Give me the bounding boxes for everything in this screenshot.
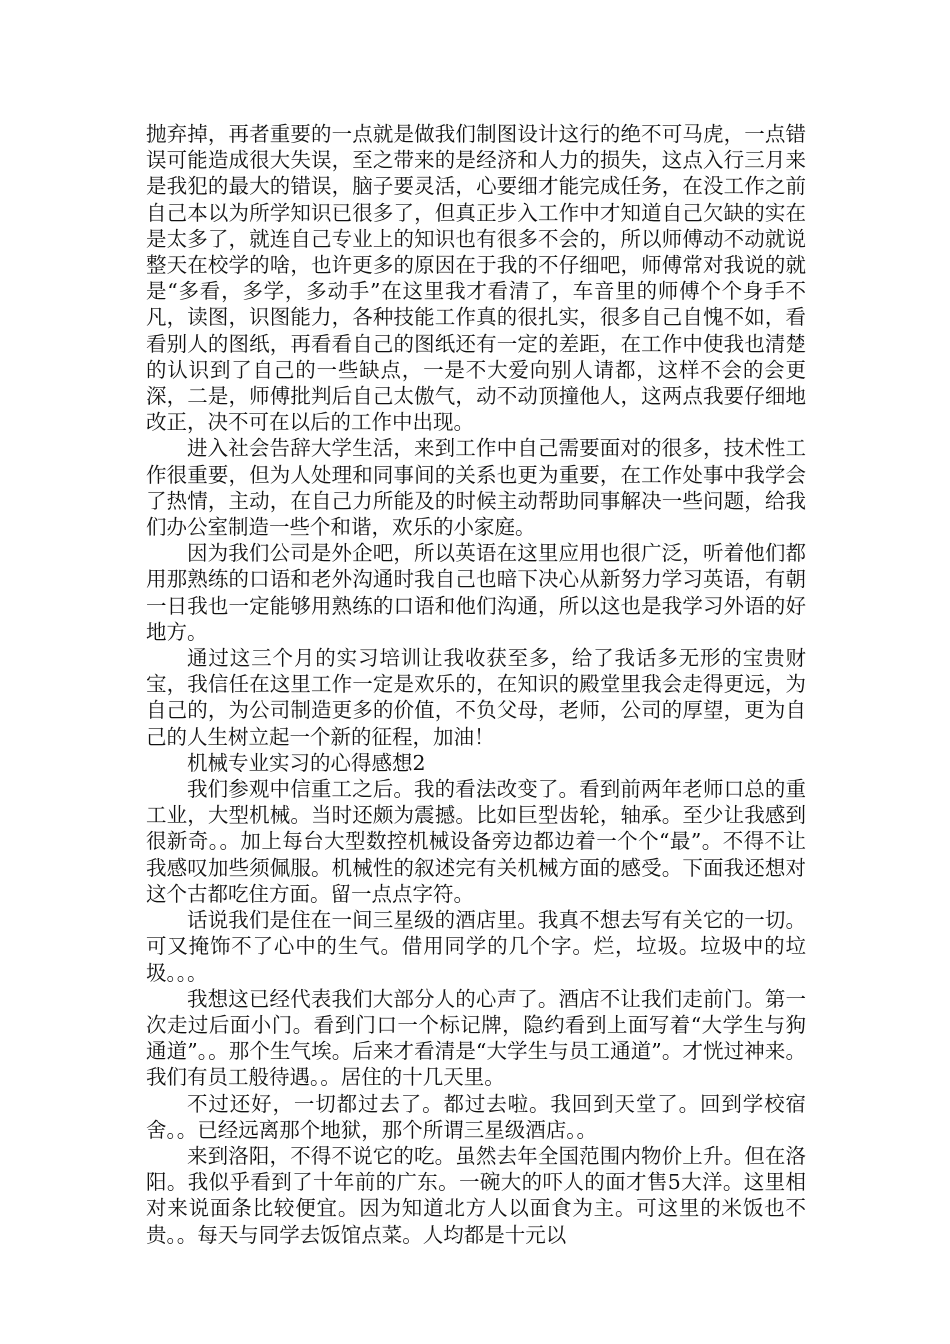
section-heading: 机械专业实习的心得感想2 <box>187 750 426 775</box>
paragraph-door: 我想这已经代表我们大部分人的心声了。酒店不让我们走前门。第一次走过后面小门。看到门口一个标记牌，隐约看到上面写着“大学生与狗通道”。。那个生气埃。后来才看清是“大学生与员工通道”。才恍过神来。我们有员工般待遇。。居住的十几天里。 <box>146 986 806 1090</box>
paragraph-hotel: 话说我们是住在一间三星级的酒店里。我真不想去写有关它的一切。可又掩饰不了心中的生气。借用同学的几个字。烂，垃圾。垃圾中的垃圾。。。 <box>146 908 806 985</box>
paragraph-visit: 我们参观中信重工之后。我的看法改变了。看到前两年老师口总的重工业，大型机械。当时还颇为震撼。比如巨型齿轮，轴承。至少让我感到很新奇。。加上每台大型数控机械设备旁边都边着一个个“最”。不得不让我感叹加些须佩服。机械性的叙述完有关机械方面的感受。下面我还想对这个古都吃住方面。留一点点字符。 <box>146 777 806 906</box>
paragraph-return: 不过还好，一切都过去了。都过去啦。我回到天堂了。回到学校宿舍。。已经远离那个地狱，那个所谓三星级酒店。。 <box>146 1091 806 1142</box>
paragraph-conclusion: 通过这三个月的实习培训让我收获至多，给了我话多无形的宝贵财宝，我信任在这里工作一定是欢乐的，在知识的殿堂里我会走得更远，为自己的，为公司制造更多的价值，不负父母，老师，公司的厚望，更为自己的人生树立起一个新的征程，加油！ <box>146 646 806 749</box>
paragraph-english: 因为我们公司是外企吧，所以英语在这里应用也很广泛，听着他们都用那熟练的口语和老外沟通时我自己也暗下决心从新努力学习英语，有朝一日我也一定能够用熟练的口语和他们沟通，所以这也是我学习外语的好地方。 <box>146 541 806 644</box>
paragraph-continuation: 抛弃掉，再者重要的一点就是做我们制图设计这行的绝不可马虎，一点错误可能造成很大失误，至之带来的是经济和人力的损失，这点入行三月来是我犯的最大的错误，脑子要灵活，心要细才能完成任务，在没工作之前自己本以为所学知识已很多了，但真正步入工作中才知道自己欠缺的实在是太多了，就连自己专业上的知识也有很多不会的，所以师傅动不动就说整天在校学的啥，也许更多的原因在于我的不仔细吧，师傅常对我说的就是“多看，多学，多动手”在这里我才看清了，车音里的师傅个个身手不凡，读图，识图能力，各种技能工作真的很扎实，很多自己自愧不如，看看别人的图纸，再看看自己的图纸还有一定的差距，在工作中使我也清楚的认识到了自己的一些缺点，一是不大爱向别人请都，这样不会的会更深，二是，师傅批判后自己太傲气，动不动顶撞他人，这两点我要仔细地改正，决不可在以后的工作中出现。 <box>146 122 806 435</box>
document-page <box>146 121 806 1248</box>
paragraph-food: 来到洛阳，不得不说它的吃。虽然去年全国范围内物价上升。但在洛阳。我似乎看到了十年前的广东。一碗大的吓人的面才售5大洋。这里相对来说面条比较便宜。因为知道北方人以面食为主。可这里的米饭也不贵。。每天与同学去饭馆点菜。人均都是十元以 <box>146 1143 806 1247</box>
paragraph-social-life: 进入社会告辞大学生活，来到工作中自己需要面对的很多，技术性工作很重要，但为人处理和同事间的关系也更为重要，在工作处事中我学会了热情，主动，在自己力所能及的时候主动帮助同事解决一些问题，给我们办公室制造一些个和谐，欢乐的小家庭。 <box>146 436 806 540</box>
